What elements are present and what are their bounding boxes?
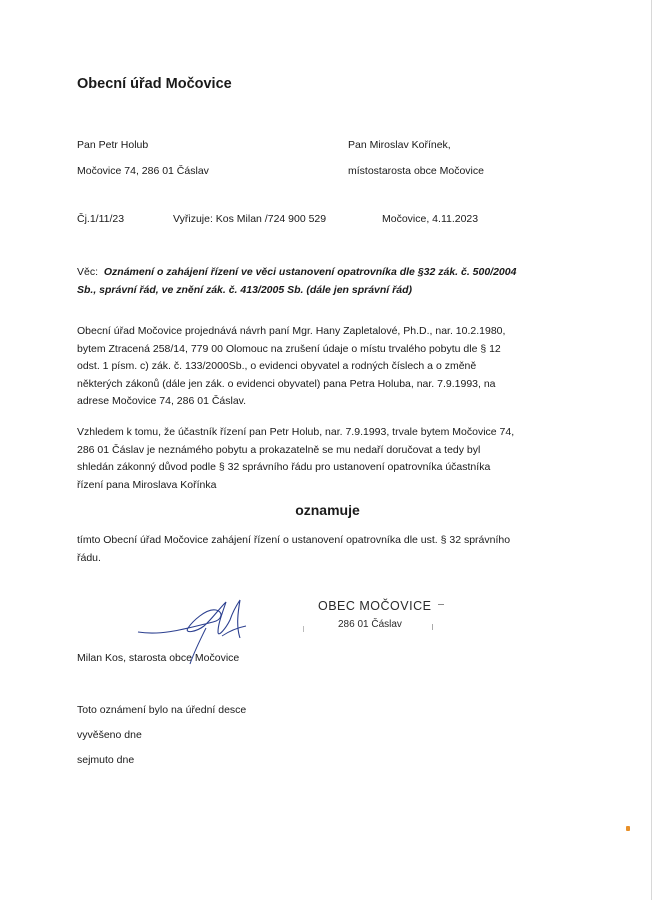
paragraph-2-line: řízení pana Miroslava Kořínka [77,478,217,491]
stamp-speck [438,604,444,605]
paragraph-2 [77,424,577,494]
stamp-speck [303,626,304,632]
sender-name: Pan Miroslav Kořínek, [348,139,451,151]
addressee-address: Močovice 74, 286 01 Čáslav [77,165,209,177]
paragraph-1 [77,323,577,411]
place-date: Močovice, 4.11.2023 [382,213,479,225]
office-title: Obecní úřad Močovice [77,76,232,92]
paragraph-2-line: 286 01 Čáslav je neznámého pobytu a prokazatelně se mu nedaří doručovat a tedy byl [77,443,481,456]
paragraph-3-line: řádu. [77,551,101,564]
subject [77,264,597,299]
paragraph-1-line: některých zákonů (dále jen zák. o evidenci obyvatel) pana Petra Holuba, nar. 7.9.1993, na [77,377,496,390]
signatory: Milan Kos, starosta obce Močovice [77,652,240,664]
sender-role: místostarosta obce Močovice [348,165,484,177]
addressee-name: Pan Petr Holub [77,139,149,151]
handled-by: Vyřizuje: Kos Milan /724 900 529 [173,213,327,225]
notice-line-2: vyvěšeno dne [77,729,142,741]
notice-line-1: Toto oznámení bylo na úřední desce [77,704,247,716]
paragraph-2-line: shledán zákonný důvod podle § 32 správního řádu pro ustanovení opatrovníka účastníka [77,461,491,473]
stamp-line-2: 286 01 Čáslav [338,619,402,630]
paragraph-1-line: Obecní úřad Močovice projednává návrh paní Mgr. Hany Zapletalové, Ph.D., nar. 10.2.1980, [77,325,506,337]
reference-number: Čj.1/11/23 [77,213,125,225]
paragraph-3 [77,532,577,567]
paragraph-2-line: Vzhledem k tomu, že účastník řízení pan Petr Holub, nar. 7.9.1993, trvale bytem Močovice 74, [77,426,515,438]
paragraph-3-line: tímto Obecní úřad Močovice zahájení řízení o ustanovení opatrovníka dle ust. § 32 správního [77,534,511,546]
paragraph-1-line: odst. 1 písm. c) zák. č. 133/2000Sb., o evidenci obyvatel a rodných číslech a o změně [77,360,477,372]
subject-line-2: Sb., správní řád, ve znění zák. č. 413/2005 Sb. (dále jen správní řád) [77,283,412,296]
scan-edge-line [651,0,652,900]
subject-label: Věc: [77,266,99,278]
stamp-line-1: OBEC MOČOVICE [318,599,432,613]
notice-line-3: sejmuto dne [77,754,135,766]
paragraph-1-line: bytem Ztracená 258/14, 779 00 Olomouc na zrušení údaje o místu trvalého pobytu dle § 12 [77,342,501,355]
paragraph-1-line: adrese Močovice 74, 286 01 Čáslav. [77,395,247,407]
stamp-speck [432,624,437,630]
subject-line-1: Oznámení o zahájení řízení ve věci ustanovení opatrovníka dle §32 zák. č. 500/2004 [103,266,517,278]
announce-word: oznamuje [295,502,360,518]
scan-speck [626,826,630,831]
